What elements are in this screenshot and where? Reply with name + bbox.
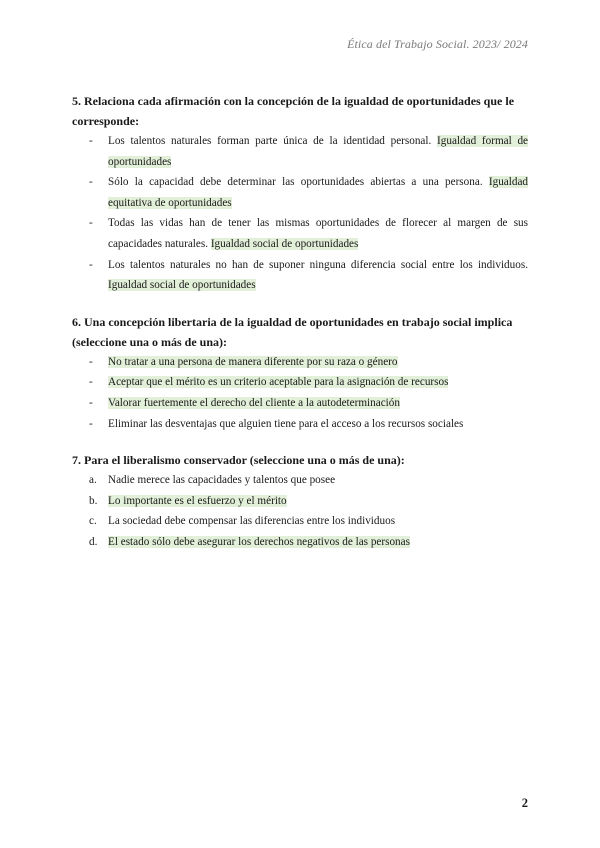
list-marker: b. — [89, 494, 98, 507]
list-item — [72, 352, 528, 373]
list-item — [72, 491, 528, 512]
question-title: 5. Relaciona cada afirmación con la concepción de la igualdad de oportunidades que le corresponde: — [72, 94, 515, 128]
list-item — [72, 511, 528, 532]
answer-highlight: Igualdad formal de oportunidades — [108, 135, 529, 168]
option-list — [72, 470, 528, 552]
list-marker: - — [89, 417, 93, 430]
list-item — [72, 131, 528, 172]
answer-highlight: Igualdad social de oportunidades — [210, 237, 359, 250]
statement-text: Todas las vidas han de tener las mismas oportunidades de florecer al margen de sus capacidades naturales. — [108, 217, 528, 250]
document-body — [72, 91, 528, 569]
option-text: La sociedad debe compensar las diferencias entre los individuos — [108, 515, 396, 528]
list-item — [72, 470, 528, 491]
option-list — [72, 352, 528, 434]
question-title: 6. Una concepción libertaria de la igualdad de oportunidades en trabajo social implica (seleccione una o más de una): — [72, 314, 513, 349]
question-7 — [72, 450, 528, 552]
answer-list — [72, 131, 528, 296]
list-item — [72, 372, 528, 393]
option-text: No tratar a una persona de manera diferente por su raza o género — [108, 355, 398, 368]
list-marker: - — [89, 217, 93, 230]
list-marker: - — [89, 135, 93, 147]
list-marker: - — [89, 176, 93, 189]
statement-text: Los talentos naturales no han de suponer ninguna diferencia social entre los individuos. — [108, 258, 528, 271]
option-text: Eliminar las desventajas que alguien tiene para el acceso a los recursos sociales — [108, 417, 464, 430]
list-marker: d. — [89, 535, 98, 548]
option-text: Lo importante es el esfuerzo y el mérito — [108, 494, 287, 507]
option-text: Valorar fuertemente el derecho del cliente a la autodeterminación — [108, 396, 400, 409]
list-item — [72, 393, 528, 414]
list-marker: - — [89, 258, 93, 271]
list-item — [72, 172, 528, 213]
option-text: Nadie merece las capacidades y talentos que posee — [108, 474, 336, 487]
option-text: El estado sólo debe asegurar los derechos negativos de las personas — [108, 535, 410, 548]
list-marker: c. — [89, 515, 97, 528]
answer-highlight: Igualdad equitativa de oportunidades — [108, 176, 529, 209]
list-item — [72, 414, 528, 435]
running-header: Ética del Trabajo Social. 2023/ 2024 — [347, 37, 528, 51]
statement-text: Sólo la capacidad debe determinar las oportunidades abiertas a una persona. — [108, 176, 483, 189]
list-item — [72, 532, 528, 553]
option-text: Aceptar que el mérito es un criterio aceptable para la asignación de recursos — [108, 376, 449, 389]
list-marker: - — [89, 396, 93, 409]
page-number: 2 — [521, 796, 528, 810]
question-6 — [72, 312, 528, 434]
answer-highlight: Igualdad social de oportunidades — [108, 279, 256, 292]
list-item — [72, 255, 528, 296]
list-item — [72, 213, 528, 254]
list-marker: - — [89, 376, 93, 389]
statement-text: Los talentos naturales forman parte única de la identidad personal. — [108, 135, 432, 147]
list-marker: a. — [89, 474, 97, 487]
question-5 — [72, 91, 528, 296]
list-marker: - — [89, 355, 93, 368]
question-title: 7. Para el liberalismo conservador (seleccione una o más de una): — [72, 453, 405, 468]
